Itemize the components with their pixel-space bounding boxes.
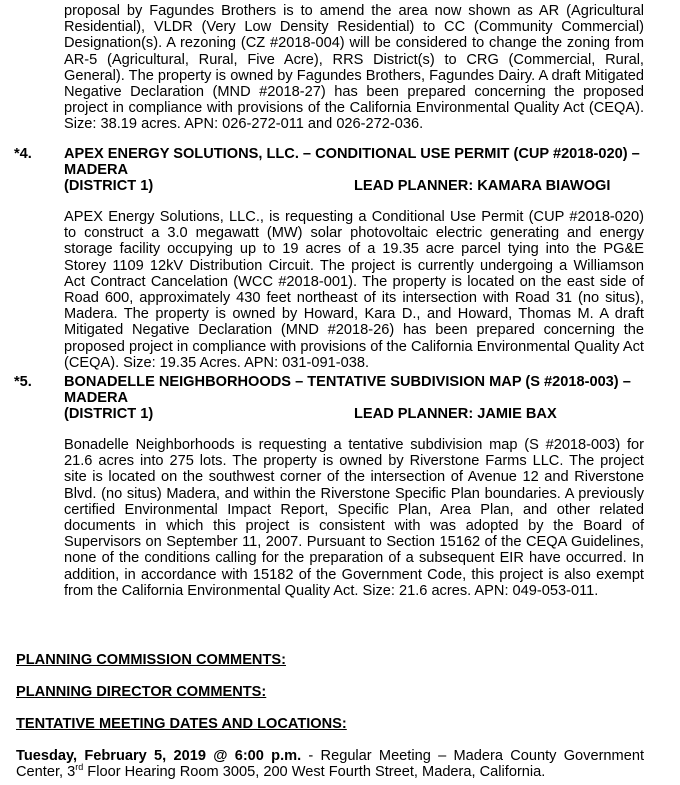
meeting-location: Floor Hearing Room 3005, 200 West Fourth Street, Madera, California. — [83, 764, 546, 781]
item-5-district: (DISTRICT 1) — [64, 406, 154, 422]
meeting-description: - Regular Meeting – Madera County Government Center, 3 — [16, 748, 644, 781]
item-title: APEX ENERGY SOLUTIONS, LLC. – CONDITIONAL USE PERMIT (CUP #2018-020) – MADERA — [64, 146, 640, 179]
agenda-item-4-heading — [14, 146, 644, 180]
item-4-district: (DISTRICT 1) — [64, 178, 154, 194]
floor-suffix: rd — [75, 762, 84, 773]
planning-director-comments-heading: PLANNING DIRECTOR COMMENTS: — [16, 684, 267, 700]
item-5-description: Bonadelle Neighborhoods is requesting a tentative subdivision map (S #2018-003) for 21.6 acres into 275 lots. The property is owned by Riverstone Farms LLC. The project site is located on the southwest corner of the intersection of Avenue 12 and Riverstone Blvd. (no situs) Madera, and within the Riverstone Specific Plan boundaries. A previously certified Environmental Impact Report, Specific Plan, Area Plan, and other related documents in which this project is consistent with was adopted by the Board of Supervisors on September 11, 2007. Pursuant to Section 15162 of the CEQA Guidelines, none of the conditions calling for the preparation of a subsequent EIR have occurred. In addition, in accordance with 15182 of the Government Code, this project is also exempt from the California Environmental Quality Act. Size: 21.6 acres. APN: 049-053-011. — [64, 437, 644, 599]
item-4-lead-planner: LEAD PLANNER: KAMARA BIAWOGI — [354, 178, 611, 194]
item-4-description: APEX Energy Solutions, LLC., is requesting a Conditional Use Permit (CUP #2018-020) to construct a 3.0 megawatt (MW) solar photovoltaic electric generating and energy storage facility occupying up to 19 acres of a 19.35 acre parcel tying into the PG&E Storey 1109 12kV Distribution Circuit. The project is currently undergoing a Williamson Act Contract Cancelation (WCC #2018-001). The property is located on the east side of Road 600, approximately 430 feet northeast of its intersection with Road 31 (no situs), Madera. The property is owned by Howard, Kara D., and Howard, Thomas M. A draft Mitigated Negative Declaration (MND #2018-26) has been prepared concerning the proposed project in compliance with provisions of the California Environmental Quality Act (CEQA). Size: 19.35 Acres. APN: 031-091-038. — [64, 209, 644, 371]
agenda-item-5-heading — [14, 374, 644, 408]
item-5-lead-planner: LEAD PLANNER: JAMIE BAX — [354, 406, 557, 422]
intro-paragraph: proposal by Fagundes Brothers is to amend the area now shown as AR (Agricultural Residential), VLDR (Very Low Density Residential) to CC (Community Commercial) Designation(s). A rezoning (CZ #2018-004) will be considered to change the zoning from AR-5 (Agricultural, Rural, Five Acre), RRS District(s) to CRG (Commercial, Rural, General). The property is owned by Fagundes Brothers, Fagundes Dairy. A draft Mitigated Negative Declaration (MND #2018-27) has been prepared concerning the proposed project in compliance with provisions of the California Environmental Quality Act (CEQA). Size: 38.19 acres. APN: 026-272-011 and 026-272-036. — [64, 3, 644, 133]
meeting-dates-heading: TENTATIVE MEETING DATES AND LOCATIONS: — [16, 716, 347, 732]
meeting-date-time: Tuesday, February 5, 2019 @ 6:00 p.m. — [16, 748, 302, 764]
item-number: *4. — [14, 146, 32, 162]
meeting-info — [16, 748, 644, 780]
item-title: BONADELLE NEIGHBORHOODS – TENTATIVE SUBDIVISION MAP (S #2018-003) – MADERA — [64, 374, 631, 407]
planning-commission-comments-heading: PLANNING COMMISSION COMMENTS: — [16, 652, 286, 668]
item-number: *5. — [14, 374, 32, 390]
